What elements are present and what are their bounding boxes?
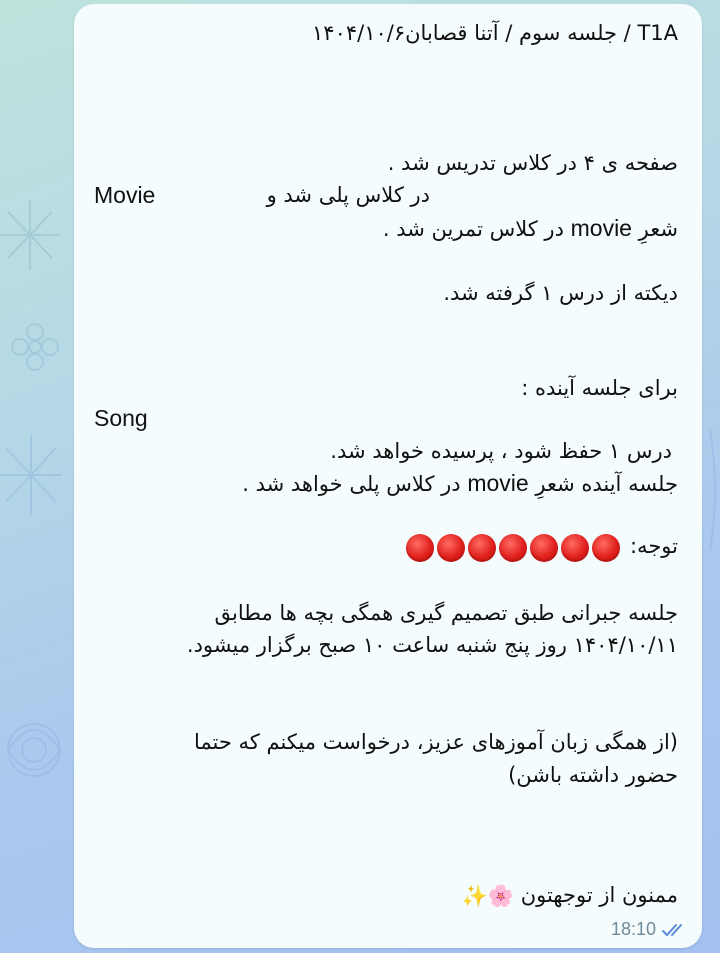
message-time: 18:10 bbox=[610, 919, 656, 939]
message-text: ۱۴۰۴/۱۰/۱۱ روز پنج شنبه ساعت ۱۰ صبح برگزار میشود. bbox=[186, 633, 678, 657]
message-line bbox=[242, 468, 678, 499]
message-header: T1A / جلسه سوم / آتنا قصابان۱۴۰۴/۱۰/۶ bbox=[312, 21, 678, 45]
red-circle-emoji bbox=[592, 534, 620, 562]
message-line bbox=[194, 727, 678, 757]
red-circle-emoji bbox=[468, 534, 496, 562]
red-circle-emoji bbox=[530, 534, 558, 562]
message-text: ممنون از توجهتون bbox=[520, 883, 678, 907]
message-text: movie bbox=[467, 470, 529, 496]
message-line bbox=[330, 436, 672, 466]
snowflake-doodle bbox=[0, 430, 62, 520]
message-header-line bbox=[312, 18, 678, 48]
message-line bbox=[508, 760, 678, 790]
message-meta bbox=[611, 919, 688, 940]
red-circle-row bbox=[404, 532, 621, 562]
message-text: درس ۱ حفظ شود ، پرسیده خواهد شد. bbox=[330, 439, 672, 463]
sparkles-emoji: ✨ bbox=[461, 884, 488, 908]
message-text: حضور داشته باشن) bbox=[508, 763, 678, 787]
flower-doodle bbox=[8, 320, 63, 375]
message-line bbox=[443, 278, 678, 308]
message-text: در کلاس تمرین شد . bbox=[382, 217, 564, 241]
red-circle-emoji bbox=[406, 534, 434, 562]
message-line bbox=[383, 213, 678, 244]
ornament-doodle bbox=[2, 690, 66, 810]
message-text: شعرِ bbox=[638, 217, 678, 241]
message-text: در کلاس پلی خواهد شد . bbox=[242, 472, 461, 496]
red-circle-emoji bbox=[499, 534, 527, 562]
message-line bbox=[187, 630, 678, 660]
message-line bbox=[521, 373, 678, 403]
message-line bbox=[267, 180, 430, 210]
message-line bbox=[94, 180, 155, 210]
message-text: جلسه آینده شعرِ bbox=[535, 472, 678, 496]
message-line bbox=[94, 403, 148, 433]
message-text: صفحه ی ۴ در کلاس تدریس شد . bbox=[387, 151, 678, 175]
message-line bbox=[214, 598, 678, 628]
red-circle-emoji bbox=[561, 534, 589, 562]
message-text: برای جلسه آینده : bbox=[521, 376, 678, 400]
red-circle-emoji bbox=[437, 534, 465, 562]
attention-label: توجه: bbox=[629, 534, 678, 558]
message-bubble[interactable] bbox=[74, 4, 702, 948]
message-line bbox=[462, 880, 678, 911]
flower-emoji: 🌸 bbox=[487, 884, 515, 908]
snowflake-doodle bbox=[0, 190, 60, 280]
leaf-doodle bbox=[700, 430, 720, 550]
message-text: دیکته از درس ۱ گرفته شد. bbox=[443, 281, 678, 305]
message-text: movie bbox=[570, 215, 632, 241]
message-text: Movie bbox=[94, 182, 156, 208]
attention-line bbox=[404, 531, 678, 562]
message-line bbox=[388, 148, 678, 178]
message-text: جلسه جبرانی طبق تصمیم گیری همگی بچه ها مطابق bbox=[214, 601, 678, 625]
message-text: Song bbox=[94, 405, 148, 431]
double-check-icon bbox=[662, 922, 688, 938]
message-text: در کلاس پلی شد و bbox=[266, 183, 430, 207]
message-text: (از همگی زبان آموزهای عزیز، درخواست میکنم که حتما bbox=[194, 730, 678, 754]
